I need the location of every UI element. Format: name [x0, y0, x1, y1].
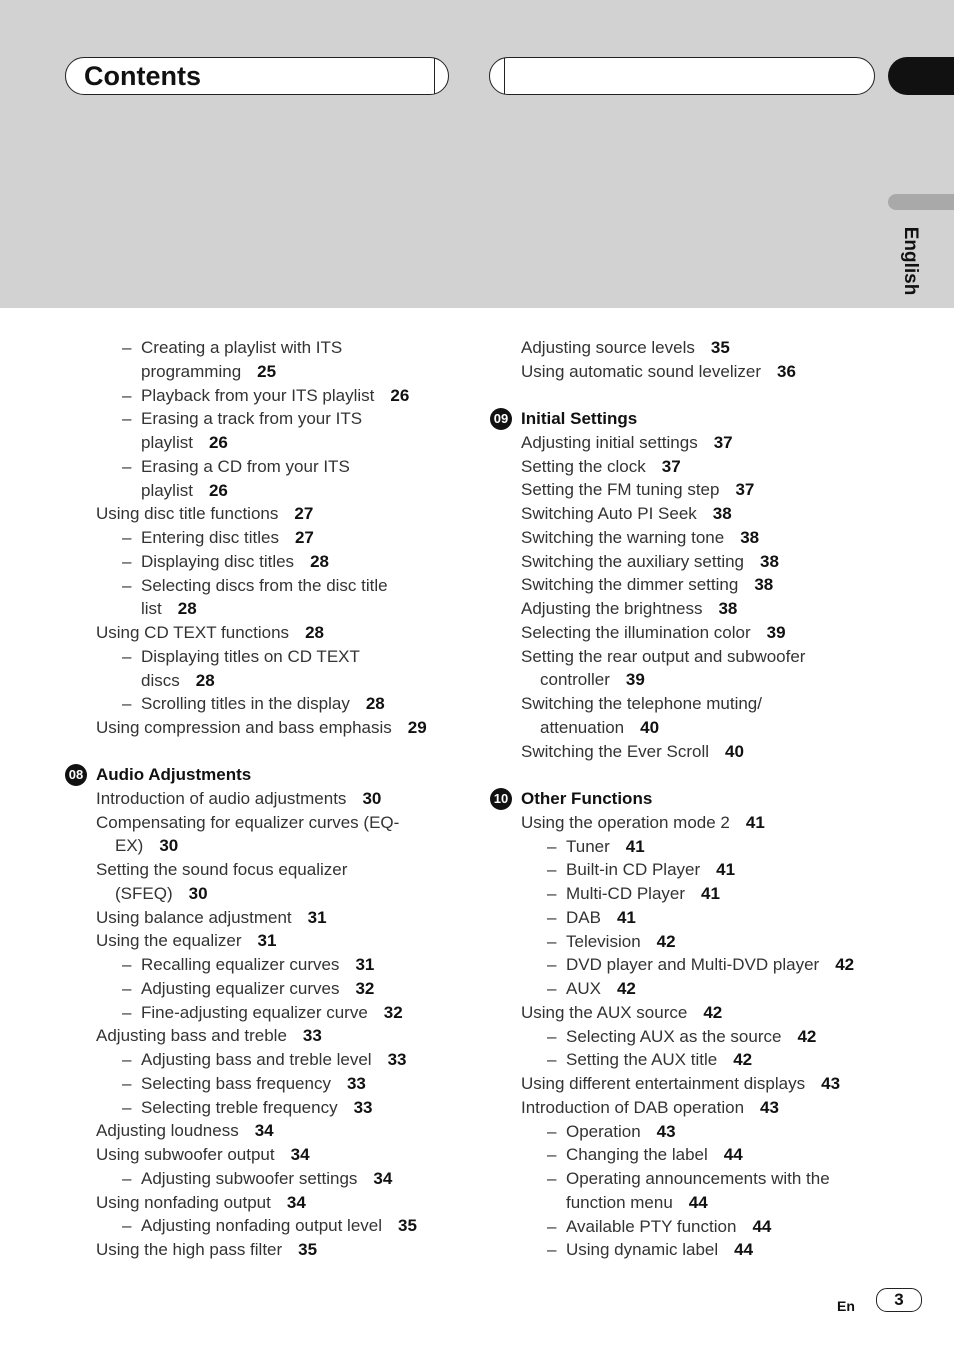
toc-page-number: 25	[257, 361, 277, 381]
toc-entry	[521, 362, 796, 382]
toc-text: Setting the AUX title	[566, 1050, 718, 1070]
toc-page-number: 32	[383, 1002, 403, 1022]
toc-text: controller	[540, 670, 610, 690]
toc-entry	[141, 599, 197, 619]
toc-entry	[521, 694, 762, 714]
toc-text: Adjusting bass and treble level	[141, 1050, 372, 1069]
toc-page-number: 38	[754, 575, 774, 595]
toc-entry	[521, 1074, 840, 1094]
toc-text: attenuation	[540, 717, 625, 737]
toc-page-number: 42	[616, 979, 636, 998]
toc-page-number: 31	[257, 931, 277, 951]
toc-text: Adjusting source levels	[521, 338, 695, 357]
toc-page-number: 29	[407, 718, 427, 737]
toc-entry	[521, 742, 744, 762]
toc-entry	[96, 1193, 306, 1213]
toc-text: Switching the warning tone	[521, 527, 725, 547]
toc-page-number: 28	[305, 623, 324, 642]
toc-page-number: 28	[310, 551, 329, 571]
toc-text: EX)	[115, 836, 144, 856]
toc-text: programming	[141, 361, 242, 381]
language-tab-marker	[888, 194, 954, 210]
toc-page-number: 40	[725, 741, 744, 761]
toc-page-number: 34	[290, 1145, 310, 1164]
toc-entry	[521, 647, 805, 667]
toc-page-number: 37	[735, 480, 755, 500]
toc-text: discs	[141, 670, 180, 690]
toc-text: Built-in CD Player	[566, 860, 701, 880]
toc-entry	[141, 481, 228, 501]
toc-text: Selecting treble frequency	[141, 1097, 338, 1117]
toc-entry	[521, 480, 754, 500]
toc-entry	[521, 457, 681, 477]
toc-subentry	[141, 528, 314, 548]
toc-page-number: 31	[355, 955, 375, 974]
toc-text: Playback from your ITS playlist	[141, 385, 375, 405]
toc-text: Adjusting the brightness	[521, 599, 703, 618]
toc-subentry	[566, 860, 735, 880]
toc-entry	[521, 433, 733, 453]
toc-text: Using subwoofer output	[96, 1145, 275, 1164]
toc-page-number: 38	[718, 599, 738, 618]
toc-text: Adjusting initial settings	[521, 432, 698, 452]
toc-subentry	[141, 1050, 407, 1070]
toc-page-number: 33	[302, 1026, 322, 1046]
toc-entry	[566, 1193, 708, 1213]
toc-text: Scrolling titles in the display	[141, 694, 350, 714]
toc-entry	[96, 931, 276, 951]
toc-text: AUX	[566, 979, 601, 998]
toc-entry	[96, 1121, 274, 1141]
toc-text: Entering disc titles	[141, 528, 279, 547]
toc-text: Adjusting equalizer curves	[141, 978, 340, 998]
toc-subentry	[566, 1027, 816, 1047]
toc-text: Setting the rear output and subwoofer	[521, 646, 806, 666]
header-band	[0, 0, 954, 308]
toc-subentry	[566, 932, 676, 952]
toc-text: Introduction of audio adjustments	[96, 788, 347, 808]
toc-dash: –	[547, 884, 557, 903]
toc-page-number: 33	[387, 1050, 407, 1069]
toc-entry	[96, 860, 347, 880]
toc-page-number: 42	[797, 1026, 817, 1046]
toc-subentry	[141, 955, 374, 975]
toc-subentry	[566, 1145, 743, 1165]
toc-text: Adjusting subwoofer settings	[141, 1168, 358, 1188]
toc-text: Switching the Ever Scroll	[521, 741, 710, 761]
toc-dash: –	[547, 1026, 557, 1046]
language-label: English	[900, 226, 921, 296]
toc-page-number: 33	[346, 1073, 366, 1093]
toc-page-number: 44	[723, 1145, 743, 1165]
toc-page-number: 39	[766, 622, 786, 642]
toc-text: playlist	[141, 433, 193, 452]
header-black-tab	[888, 57, 954, 95]
toc-dash: –	[122, 1073, 132, 1093]
toc-text: Using different entertainment displays	[521, 1074, 806, 1093]
toc-text: Compensating for equalizer curves (EQ-	[96, 812, 400, 832]
toc-subentry	[566, 1169, 830, 1189]
toc-text: Using disc title functions	[96, 504, 279, 524]
toc-page-number: 32	[355, 978, 375, 998]
toc-entry	[96, 908, 327, 928]
toc-dash: –	[547, 979, 557, 998]
toc-text: Using nonfading output	[96, 1192, 271, 1212]
toc-subentry	[566, 1217, 771, 1237]
toc-text: Creating a playlist with ITS	[141, 338, 343, 357]
toc-entry	[96, 504, 313, 524]
toc-text: Adjusting bass and treble	[96, 1026, 287, 1046]
toc-page-number: 38	[760, 551, 779, 571]
toc-page-number: 28	[365, 694, 385, 714]
toc-dash: –	[547, 1121, 557, 1141]
toc-subentry	[566, 1050, 752, 1070]
title-box-divider	[434, 58, 435, 94]
toc-text: Switching the dimmer setting	[521, 575, 739, 595]
toc-text: Introduction of DAB operation	[521, 1097, 745, 1117]
toc-subentry	[566, 1122, 676, 1142]
toc-entry	[96, 1145, 310, 1165]
toc-text: Selecting discs from the disc title	[141, 575, 388, 595]
section-heading: Other Functions	[521, 789, 653, 808]
toc-page-number: 30	[159, 836, 179, 856]
toc-subentry	[141, 457, 350, 477]
page-title: Contents	[84, 61, 201, 91]
toc-text: Switching the telephone muting/	[521, 694, 762, 713]
toc-page-number: 42	[656, 931, 676, 951]
toc-page-number: 37	[713, 432, 733, 452]
toc-page-number: 27	[294, 528, 314, 547]
toc-dash: –	[122, 646, 132, 666]
toc-entry	[96, 1240, 317, 1260]
toc-subentry	[566, 979, 636, 999]
toc-page-number: 38	[712, 504, 732, 523]
toc-page-number: 35	[398, 1216, 417, 1236]
toc-page-number: 44	[734, 1240, 754, 1260]
section-heading: Audio Adjustments	[96, 765, 252, 784]
toc-entry	[521, 623, 786, 643]
toc-text: list	[141, 599, 162, 619]
toc-text: Switching Auto PI Seek	[521, 504, 697, 523]
toc-entry	[521, 599, 737, 619]
toc-text: function menu	[566, 1192, 673, 1212]
toc-text: DVD player and Multi-DVD player	[566, 955, 820, 975]
toc-dash: –	[547, 836, 557, 856]
toc-page-number: 35	[298, 1240, 318, 1259]
section-number-badge: 08	[65, 764, 87, 786]
toc-entry	[141, 362, 276, 382]
toc-page-number: 30	[362, 788, 382, 808]
toc-dash: –	[122, 456, 132, 476]
toc-subentry	[141, 1169, 392, 1189]
toc-dash: –	[122, 409, 132, 429]
toc-text: Using compression and bass emphasis	[96, 718, 392, 737]
toc-page-number: 41	[616, 907, 636, 927]
toc-text: DAB	[566, 907, 601, 927]
toc-page-number: 30	[188, 883, 208, 903]
toc-subentry	[141, 552, 329, 572]
toc-subentry	[141, 386, 409, 406]
toc-subentry	[566, 1240, 753, 1260]
toc-page-number: 41	[625, 836, 645, 856]
toc-entry	[115, 884, 208, 904]
toc-text: Selecting the illumination color	[521, 622, 751, 642]
toc-text: Displaying disc titles	[141, 551, 295, 571]
toc-entry	[115, 836, 178, 856]
toc-entry	[96, 1026, 322, 1046]
toc-entry	[96, 623, 324, 643]
toc-page-number: 27	[294, 504, 314, 524]
toc-text: Tuner	[566, 836, 610, 856]
toc-text: Using dynamic label	[566, 1240, 719, 1260]
toc-subentry	[141, 1003, 403, 1023]
toc-text: Setting the clock	[521, 456, 646, 476]
toc-dash: –	[122, 694, 132, 714]
toc-subentry	[141, 1098, 372, 1118]
toc-entry	[141, 433, 228, 453]
toc-text: Available PTY function	[566, 1216, 737, 1236]
toc-text: Multi-CD Player	[566, 884, 686, 903]
toc-page-number: 36	[777, 361, 796, 381]
toc-page-number: 37	[661, 456, 681, 476]
toc-page-number: 42	[835, 955, 855, 975]
toc-text: Adjusting loudness	[96, 1121, 239, 1141]
toc-entry	[521, 813, 765, 833]
page-number: 3	[876, 1288, 922, 1312]
toc-dash: –	[547, 1216, 557, 1236]
toc-page-number: 38	[740, 527, 760, 547]
toc-page-number: 42	[703, 1002, 723, 1022]
toc-subentry	[566, 908, 636, 928]
toc-text: Using the high pass filter	[96, 1240, 283, 1259]
toc-page-number: 31	[307, 907, 327, 927]
toc-page-number: 41	[745, 812, 765, 832]
toc-text: Using CD TEXT functions	[96, 623, 290, 642]
toc-text: Setting the sound focus equalizer	[96, 860, 348, 879]
toc-page-number: 28	[195, 670, 215, 690]
toc-entry	[521, 575, 773, 595]
toc-subentry	[141, 694, 385, 714]
toc-entry	[521, 1098, 779, 1118]
toc-text: Television	[566, 931, 641, 951]
toc-page-number: 35	[710, 338, 730, 357]
toc-text: Recalling equalizer curves	[141, 955, 340, 974]
toc-text: Setting the FM tuning step	[521, 480, 720, 500]
toc-text: Switching the auxiliary setting	[521, 551, 745, 571]
toc-dash: –	[122, 978, 132, 998]
toc-dash: –	[547, 1050, 557, 1070]
toc-entry	[96, 813, 399, 833]
toc-page-number: 26	[208, 480, 228, 500]
toc-dash: –	[122, 385, 132, 405]
toc-dash: –	[122, 338, 132, 357]
toc-entry	[96, 789, 381, 809]
toc-dash: –	[122, 1216, 132, 1236]
toc-text: Operation	[566, 1121, 641, 1141]
toc-text: Selecting AUX as the source	[566, 1026, 782, 1046]
toc-dash: –	[122, 575, 132, 595]
toc-text: Selecting bass frequency	[141, 1073, 331, 1093]
toc-page-number: 33	[353, 1097, 373, 1117]
toc-text: Using the equalizer	[96, 931, 242, 951]
toc-dash: –	[547, 1169, 557, 1188]
toc-entry	[96, 718, 427, 738]
footer-language-code: En	[837, 1298, 855, 1314]
toc-page-number: 43	[760, 1097, 779, 1117]
toc-page-number: 26	[390, 385, 410, 405]
toc-text: Displaying titles on CD TEXT	[141, 646, 360, 666]
toc-dash: –	[122, 955, 132, 974]
title-box	[65, 57, 449, 95]
toc-page-number: 34	[286, 1192, 306, 1212]
toc-dash: –	[547, 860, 557, 880]
toc-dash: –	[547, 955, 557, 975]
toc-entry	[521, 338, 730, 358]
toc-text: Using automatic sound levelizer	[521, 361, 762, 381]
section-number-badge: 10	[490, 788, 512, 810]
toc-page-number: 28	[177, 599, 197, 619]
toc-page-number: 44	[752, 1216, 772, 1236]
toc-entry	[521, 528, 759, 548]
toc-dash: –	[122, 1050, 132, 1069]
toc-dash: –	[122, 1168, 132, 1188]
toc-page-number: 43	[821, 1074, 841, 1093]
toc-text: Using balance adjustment	[96, 907, 292, 927]
toc-page-number: 44	[688, 1192, 708, 1212]
toc-page-number: 41	[701, 884, 720, 903]
toc-entry	[521, 504, 732, 524]
toc-dash: –	[547, 1145, 557, 1165]
toc-text: Erasing a track from your ITS	[141, 409, 363, 429]
toc-subentry	[566, 837, 645, 857]
toc-entry	[540, 670, 645, 690]
toc-entry	[521, 552, 779, 572]
toc-subentry	[141, 1074, 366, 1094]
toc-entry	[521, 1003, 722, 1023]
toc-dash: –	[122, 551, 132, 571]
toc-dash: –	[547, 931, 557, 951]
blank-box-divider	[504, 58, 505, 94]
toc-page-number: 43	[656, 1121, 676, 1141]
toc-entry	[141, 671, 215, 691]
toc-subentry	[141, 647, 360, 667]
toc-dash: –	[122, 1002, 132, 1022]
section-number-badge: 09	[490, 408, 512, 430]
toc-page-number: 39	[625, 670, 645, 690]
toc-dash: –	[547, 1240, 557, 1260]
toc-text: Fine-adjusting equalizer curve	[141, 1002, 368, 1022]
toc-text: Changing the label	[566, 1145, 708, 1165]
toc-text: Operating announcements with the	[566, 1169, 830, 1188]
toc-text: Using the operation mode 2	[521, 812, 730, 832]
toc-text: Using the AUX source	[521, 1002, 688, 1022]
toc-page-number: 34	[254, 1121, 274, 1141]
toc-text: (SFEQ)	[115, 883, 173, 903]
toc-subentry	[141, 576, 388, 596]
toc-page-number: 34	[373, 1168, 393, 1188]
toc-subentry	[141, 1216, 417, 1236]
toc-dash: –	[547, 907, 557, 927]
toc-text: Adjusting nonfading output level	[141, 1216, 383, 1236]
toc-subentry	[566, 884, 720, 904]
toc-subentry	[141, 338, 342, 358]
toc-subentry	[566, 955, 854, 975]
toc-text: playlist	[141, 480, 193, 500]
toc-text: Erasing a CD from your ITS	[141, 456, 350, 476]
toc-page-number: 41	[716, 860, 736, 880]
toc-dash: –	[122, 528, 132, 547]
toc-page-number: 26	[208, 433, 228, 452]
toc-entry	[540, 718, 659, 738]
toc-subentry	[141, 409, 362, 429]
toc-page-number: 42	[733, 1050, 753, 1070]
toc-dash: –	[122, 1097, 132, 1117]
section-heading: Initial Settings	[521, 409, 638, 428]
toc-page-number: 40	[640, 717, 660, 737]
toc-subentry	[141, 979, 374, 999]
header-blank-box	[489, 57, 875, 95]
